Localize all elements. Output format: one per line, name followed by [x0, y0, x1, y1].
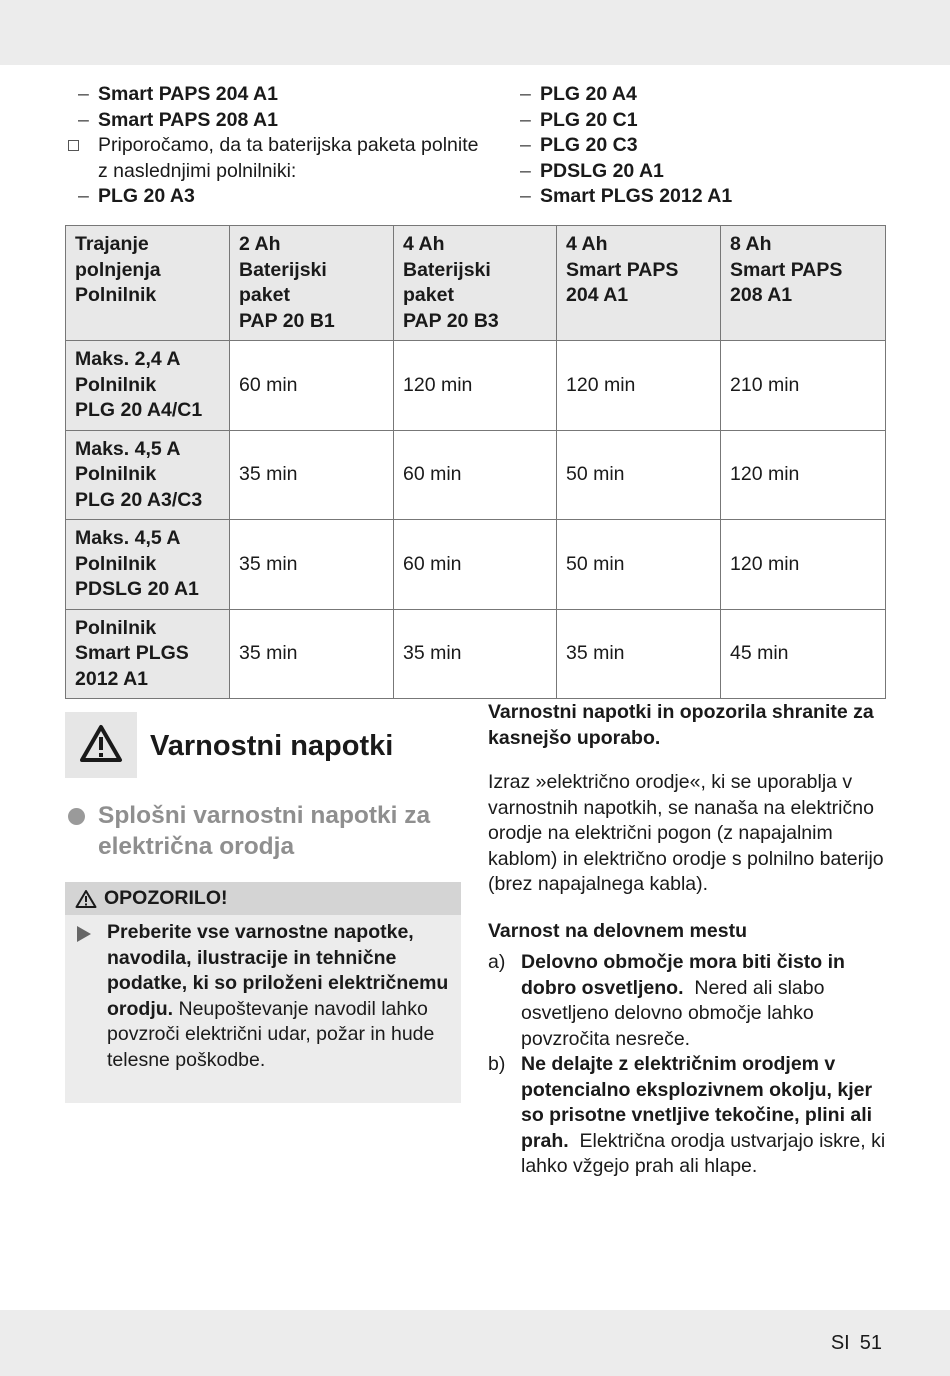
table-header-cell: 8 Ah Smart PAPS 208 A1: [721, 226, 886, 341]
list-item-bold-text: Ne delajte z električnim orodjem v potencialno eksplozivnem okolju, kjer so prisotne vnetljive tekočine, plini ali prah.: [521, 1053, 873, 1152]
charger-item: – PDSLG 20 A1: [520, 159, 880, 185]
table-cell: 35 min: [394, 609, 557, 699]
recommend-text: Priporočamo, da ta baterijska paketa polnite z naslednjimi polnilniki:: [98, 134, 479, 182]
table-cell: 120 min: [721, 430, 886, 520]
table-cell: 60 min: [394, 520, 557, 610]
circle-bullet-icon: [68, 808, 85, 825]
list-item-label: a): [488, 951, 506, 973]
keep-instructions-text: Varnostni napotki in opozorila shranite za kasnejšo uporabo.: [488, 701, 874, 749]
page-number: [831, 1331, 882, 1357]
table-cell: 35 min: [230, 609, 394, 699]
table-cell: 120 min: [394, 341, 557, 431]
warning-title: OPOZORILO!: [104, 886, 228, 909]
table-row: [66, 341, 886, 431]
right-column: [488, 700, 888, 1180]
charger-item: – PLG 20 A3: [66, 184, 486, 210]
table-row: [66, 609, 886, 699]
battery-item: – Smart PAPS 208 A1: [66, 108, 486, 134]
term-definition-text: Izraz »električno orodje«, ki se uporablja v varnostnih napotkih, se nanaša na električno orodje na električni pogon (z napajalnim kablom) in električno orodje s polnilno baterijo (brez napajalnega kabla).: [488, 771, 884, 895]
table-cell: 120 min: [721, 520, 886, 610]
charger-item: – PLG 20 C1: [520, 108, 880, 134]
charging-time-table: [65, 225, 886, 699]
workplace-heading: Varnost na delovnem mestu: [488, 919, 747, 942]
charger-item: – PLG 20 A4: [520, 82, 880, 108]
section-icon-block: [65, 712, 137, 778]
table-cell: 35 min: [230, 430, 394, 520]
row-header-cell: Maks. 4,5 A Polnilnik PDSLG 20 A1: [66, 520, 230, 610]
list-item: [488, 1052, 888, 1180]
warning-bold-text: Preberite vse varnostne napotke, navodila, ilustracije in tehnične podatke, ki so priloženi električnemu orodju.: [107, 921, 449, 1020]
table-cell: 35 min: [230, 520, 394, 610]
battery-item: – Smart PAPS 204 A1: [66, 82, 486, 108]
table-cell: 60 min: [230, 341, 394, 431]
page-header-bar: [0, 0, 950, 65]
triangle-bullet-icon: [77, 926, 91, 942]
charger-item: – Smart PLGS 2012 A1: [520, 184, 880, 210]
warning-box: [65, 882, 461, 1103]
charger-item: – PLG 20 C3: [520, 133, 880, 159]
table-cell: 60 min: [394, 430, 557, 520]
intro-left-column: [66, 82, 486, 210]
table-cell: 35 min: [557, 609, 721, 699]
warning-triangle-icon: [75, 889, 97, 909]
table-cell: 210 min: [721, 341, 886, 431]
page-number-value: 51: [859, 1332, 882, 1354]
table-cell: 45 min: [721, 609, 886, 699]
list-item-text: Nered ali slabo osvetljeno delovno območje lahko povzročita nesreče.: [521, 976, 825, 1050]
checkbox-square-icon: [68, 140, 79, 151]
section-title: Varnostni napotki: [150, 730, 394, 762]
recommend-item: [66, 133, 486, 184]
language-code: SI: [830, 1332, 850, 1354]
table-cell: 50 min: [557, 430, 721, 520]
row-header-cell: Maks. 2,4 A Polnilnik PLG 20 A4/C1: [66, 341, 230, 431]
table-header-cell: 4 Ah Baterijski paket PAP 20 B3: [394, 226, 557, 341]
table-header-row: [66, 226, 886, 341]
list-item: [488, 950, 888, 1052]
page-footer-bar: [0, 1310, 950, 1376]
warning-triangle-icon: [79, 724, 123, 764]
table-cell: 120 min: [557, 341, 721, 431]
subsection-heading: [66, 800, 466, 862]
table-cell: 50 min: [557, 520, 721, 610]
warning-text: Neupoštevanje navodil lahko povzroči električni udar, požar in hude telesne poškodbe.: [107, 997, 435, 1071]
intro-right-column: [520, 82, 880, 210]
subsection-title: Splošni varnostni napotki za električna orodja: [98, 802, 431, 860]
list-item-text: Električna orodja ustvarjajo iskre, ki lahko vžgejo prah ali hlape.: [521, 1129, 886, 1177]
list-item-label: b): [488, 1053, 506, 1075]
table-header-cell: 2 Ah Baterijski paket PAP 20 B1: [230, 226, 394, 341]
warning-header: [65, 882, 461, 915]
table-row: [66, 430, 886, 520]
list-item-bold-text: Delovno območje mora biti čisto in dobro osvetljeno.: [521, 951, 845, 999]
row-header-cell: Polnilnik Smart PLGS 2012 A1: [66, 609, 230, 699]
row-header-cell: Maks. 4,5 A Polnilnik PLG 20 A3/C3: [66, 430, 230, 520]
table-header-cell: 4 Ah Smart PAPS 204 A1: [557, 226, 721, 341]
table-header-cell: Trajanje polnjenja Polnilnik: [66, 226, 230, 341]
warning-body: [65, 915, 461, 1073]
table-row: [66, 520, 886, 610]
